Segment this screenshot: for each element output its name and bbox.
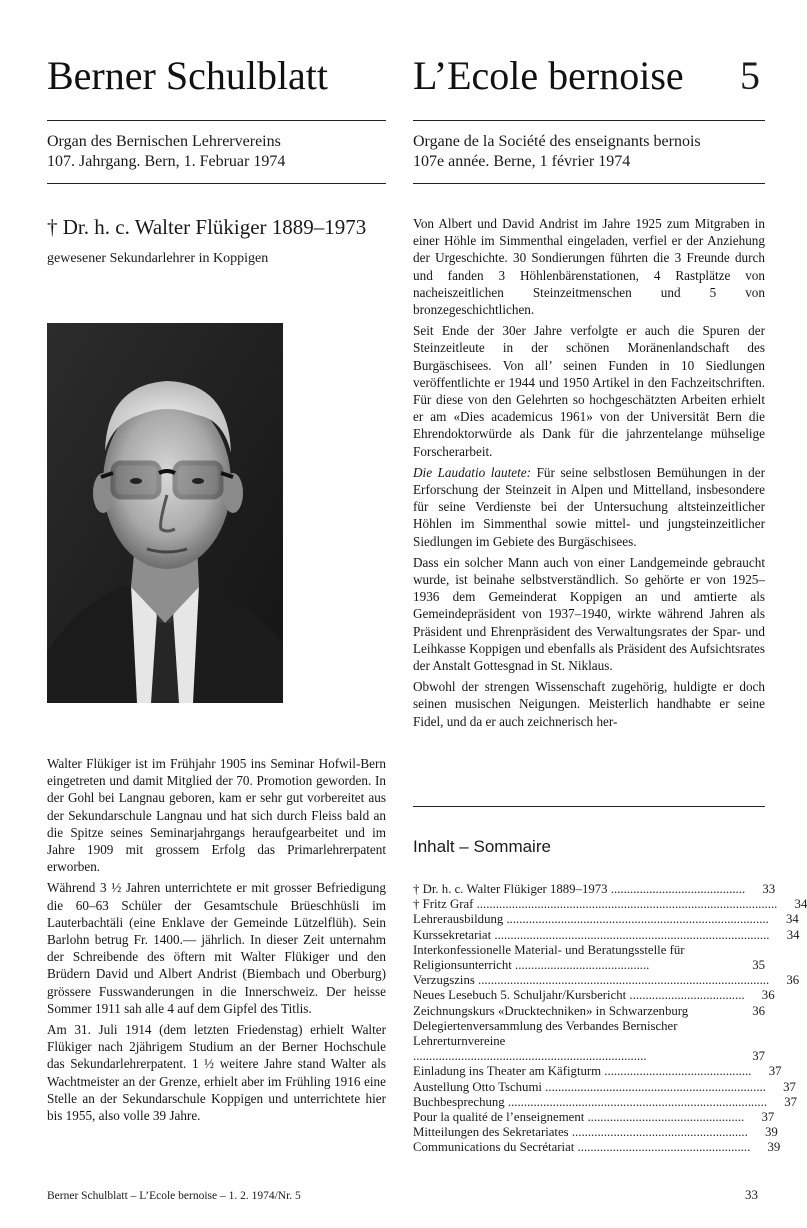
contents-rule (413, 806, 765, 807)
contents-item-page: 33 (762, 882, 776, 896)
body-paragraph: Dass ein solcher Mann auch von einer Landgemeinde gebraucht wurde, ist beinahe selbstverständlich. So gehörte er von 1925–1936 dem Gemeinderat Koppigen an und amtierte als Gemeindepräsident von 1937–1940, wirkte während Jahren als Präsident und Ehrenpräsident des Verwaltungsrates der Spar- und Leihkasse Koppigen und ebenfalls als Präsident des Aufsichtsrates der Anstalt Gottesgnad in St. Niklaus. (413, 554, 765, 674)
masthead-subtitle-de (47, 132, 285, 172)
contents-item (413, 1140, 781, 1155)
contents-item (413, 943, 765, 973)
contents-item (413, 1004, 765, 1019)
contents-item-label: Zeichnungskurs «Drucktechniken» in Schwarzenburg (413, 1003, 689, 1018)
contents-item-label: † Dr. h. c. Walter Flükiger 1889–1973 .......................................... (413, 882, 746, 896)
body-paragraph: Am 31. Juli 1914 (dem letzten Friedenstag) erhielt Walter Flükiger nach 2jährigem Studium an der Berner Hochschule das Sekundarlehrerpatent. 1 ½ weitere Jahre stand Walter als Wachtmeister an der Grenze, erhielt aber im Frühling 1916 eine Stelle an der Sekundarschule Koppigen und unterrichtete hier bis 1955, also volle 39 Jahre. (47, 1022, 386, 1124)
contents-item-page: 36 (786, 973, 800, 988)
contents-item-label: Austellung Otto Tschumi ..................................................................... (413, 1079, 766, 1094)
contents-item-page: 36 (752, 1003, 765, 1018)
laudatio-text: Für seine selbstlosen Bemühungen in der Erforschung der Steinzeit in Alpen und Mittelland, insbesondere für seine Verdienste bei der Untersuchung altsteinzeitlicher Höhlen im Simmenthal sowie mittel- und jungsteinzeitlicher Siedlungen im Gebiete des Burgäschisees. (413, 464, 765, 549)
contents-item (413, 1110, 775, 1125)
masthead-page-number: 5 (740, 53, 760, 98)
article-subtitle: gewesener Sekundarlehrer in Koppigen (47, 251, 269, 266)
body-paragraph: Während 3 ½ Jahren unterrichtete er mit grosser Befriedigung die 60–63 Schüler der Gesamtschule Brüeschhüsli im Lauterbachtäli (eine Enklave der Gemeinde Lützelflüh). Sein Barlohn betrug Fr. 1400.— jährlich. In dieser Zeit unternahm der Schreibende des öftern mit Walter Flükiger und den Brüdern David und Albert Andrist (Biembach und Oberburg) grössere Fusswanderungen in die Innerschweiz. Der heisse Sommer 1911 sah alle 4 auf dem Gipfel des Titlis. (47, 880, 386, 1016)
contents-item-page: 37 (768, 1064, 782, 1079)
body-paragraph: Obwohl der strengen Wissenschaft zugehörig, huldigte er doch seinen musischen Neigungen. Meisterlich handhabte er seine Fidel, und da er auch zeichnerisch her- (413, 679, 765, 729)
contents-item-page: 37 (783, 1079, 796, 1094)
contents-item-page: 36 (761, 988, 775, 1003)
contents-item-page: 35 (752, 958, 765, 973)
contents-item-label: Verzugszins ........................................................................................... (413, 973, 770, 988)
body-paragraph: Seit Ende der 30er Jahre verfolgte er auch die Spuren der Steinzeitleute in der schönen Moränenlandschaft des Burgäschisees. Von all’ seinen Funden in 10 Siedlungen veröffentlichte er 1944 und 1950 Artikel in den Fachzeitschriften. Für diese von den Gelehrten so hochgeschätzten Arbeiten erhielt er am «Dies academicus 1961» von der Universität Bern die Ehrendoktorwürde als Dank für die jahrzentelange mühselige Forscherarbeit. (413, 323, 765, 459)
article-title: † Dr. h. c. Walter Flükiger 1889–1973 (47, 215, 367, 239)
footer-page-number: 33 (745, 1187, 758, 1202)
contents-item (413, 1094, 798, 1110)
issue-line-de: 107. Jahrgang. Bern, 1. Februar 1974 (47, 153, 286, 170)
contents-item (413, 897, 807, 912)
contents-item-label: Mitteilungen des Sekretariates ....................................................... (413, 1125, 748, 1140)
contents-item-label: Buchbesprechung ................................................................................. (413, 1094, 768, 1109)
contents-item-label: † Fritz Graf .............................................................................................. (413, 897, 778, 912)
contents-item (413, 1079, 796, 1095)
contents-item-page: 37 (784, 1094, 798, 1109)
body-paragraph: Walter Flükiger ist im Frühjahr 1905 ins Seminar Hofwil-Bern eingetreten und damit Mitglied der 70. Promotion geworden. In der Gohl bei Langnau geboren, kam er sehr gut vorbereitet aus der Sekundarschule Langnau und hat sich durch Fleiss bald an die Spitze seines Seminarjahrgangs heraufgearbeitet und im Jahre 1909 mit grossem Erfolg das Primarlehrerpatent erworben. (47, 756, 386, 875)
contents-item-label: Communications du Secrétariat ...................................................... (413, 1140, 751, 1155)
article-body-right (413, 215, 765, 734)
contents-item-page: 34 (786, 927, 800, 942)
contents-item (413, 988, 775, 1003)
contents-title: Inhalt – Sommaire (413, 837, 551, 856)
contents-item (413, 973, 800, 988)
header-rule-right (413, 183, 765, 184)
issue-line-fr: 107e année. Berne, 1 février 1974 (413, 153, 631, 170)
contents-list (413, 882, 807, 1156)
portrait-photo (47, 323, 283, 703)
org-name-fr: Organe de la Société des enseignants bernois (413, 133, 701, 150)
masthead-subtitle-fr (413, 132, 701, 172)
contents-item-page: 37 (761, 1110, 775, 1125)
contents-item (413, 882, 776, 897)
contents-item-page: 34 (794, 897, 807, 912)
contents-item-page: 39 (767, 1140, 781, 1155)
laudatio-paragraph (413, 464, 765, 550)
article-body-left (47, 755, 386, 1128)
contents-item-page: 37 (752, 1049, 765, 1064)
masthead-rule-right (413, 120, 765, 121)
contents-item (413, 1125, 778, 1140)
contents-item-label: Lehrerausbildung .................................................................................. (413, 912, 769, 927)
contents-item (413, 927, 800, 943)
body-paragraph: Von Albert und David Andrist im Jahre 1925 zum Mitgraben in einer Höhle im Simmenthal eingeladen, verfiel er der Anziehung der Urgeschichte. 30 Sondierungen führten die 3 Freunde durch und fanden 3 Höhlenbärenstationen, 4 Rastplätze von nacheiszeitlichen Steinzeitmenschen und 5 von bronzegeschichtlichen. (413, 216, 765, 318)
contents-item-label: Kurssekretariat ...................................................................................... (413, 927, 770, 942)
contents-item-label: Delegiertenversammlung des Verbandes Bernischer Lehrerturnvereine ......................................................................... (413, 1018, 678, 1064)
contents-item (413, 912, 799, 927)
contents-item (413, 1019, 765, 1065)
contents-item-page: 39 (765, 1125, 778, 1140)
masthead-rule-left (47, 120, 386, 121)
contents-item-label: Neues Lesebuch 5. Schuljahr/Kursbericht .................................... (413, 988, 745, 1003)
contents-item-label: Pour la qualité de l’enseignement ................................................. (413, 1110, 745, 1125)
header-rule-left (47, 183, 386, 184)
contents-item-label: Interkonfessionelle Material- und Beratungsstelle für Religionsunterricht .......................................... (413, 942, 685, 973)
masthead-title-fr: L’Ecole bernoise (413, 53, 684, 98)
contents-item (413, 1064, 782, 1079)
footer-imprint: Berner Schulblatt – L’Ecole bernoise – 1. 2. 1974/Nr. 5 (47, 1190, 301, 1202)
contents-item-label: Einladung ins Theater am Käfigturm .............................................. (413, 1064, 752, 1079)
masthead-title-de: Berner Schulblatt (47, 53, 329, 98)
contents-item-page: 34 (786, 912, 799, 927)
laudatio-label: Die Laudatio lautete: (413, 464, 532, 480)
org-name-de: Organ des Bernischen Lehrervereins (47, 133, 281, 150)
